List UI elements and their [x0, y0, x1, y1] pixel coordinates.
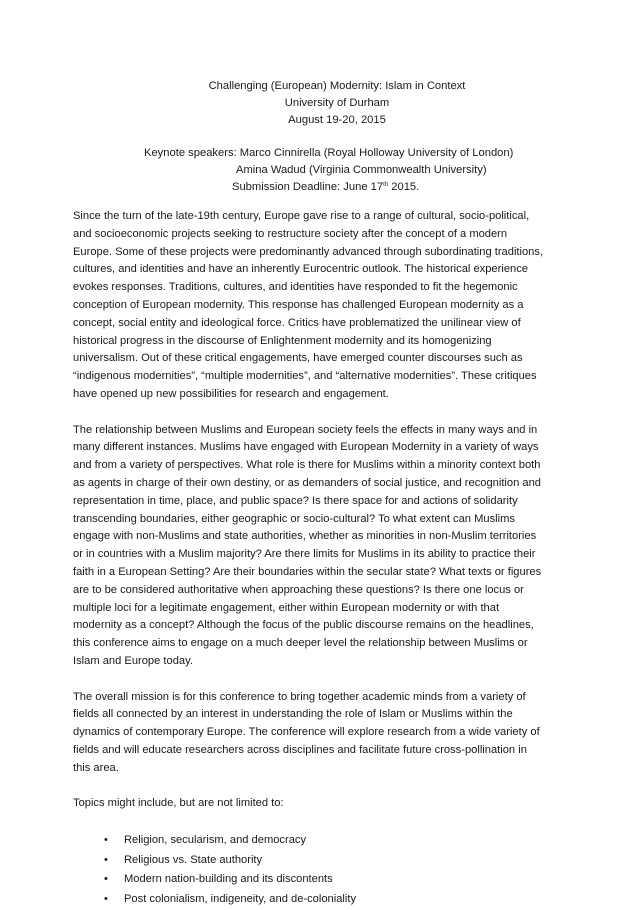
paragraph-intro: Since the turn of the late-19th century, Europe gave rise to a range of cultural, socio-political, and socioeconomic projects seeking to restructure society after the concept of a modern Europe. Some of these projects were predominantly advanced through subordinating traditions, cultures, and identities and have an inherently Eurocentric outlook. The historical experience evokes responses. Traditions, cultures, and identities have responded to fit the hegemonic conception of European modernity. This response has challenged European modernity as a concept, social entity and ideological force. Critics have problematized the unilinear view of historical progress in the discourse of Enlightenment modernity and its homogenizing universalism. Out of these critical engagements, have emerged counter discourses such as “indigenous modernities”, “multiple modernities”, and “alternative modernities”. These critiques have opened up new possibilities for research and engagement.	[73, 210, 544, 400]
bullet-icon: •	[104, 893, 108, 905]
conference-title: Challenging (European) Modernity: Islam in Context	[208, 80, 466, 92]
conference-dates: August 19-20, 2015	[288, 114, 386, 127]
deadline-ordinal-suffix: th	[383, 182, 389, 188]
topic-item	[73, 870, 545, 890]
document-body	[73, 208, 545, 910]
paragraph-relationship: The relationship between Muslims and European society feels the effects in many ways and in many different instances. Muslims have engaged with European Modernity in a variety of ways and from a variety of perspectives. What role is there for Muslims within a minority context both as agents in charge of their own destiny, or as demanders of social justice, and recognition and representation in time, place, and public space? Is there space for and actions of solidarity transcending boundaries, either geographic or socio-cultural? To what extent can Muslims engage with non-Muslims and state authorities, whether as minorities in non-Muslim territories or in countries with a Muslim majority? Are there limits for Muslims in its ability to practice their faith in a European Setting? Are their boundaries within the secular state? What texts or figures are to be considered authoritative when approaching these questions? Is there one locus or multiple loci for a legitimate engagement, either within European modernity or with that modernity as a concept? Although the focus of the public discourse remains on the headlines, this conference aims to engage on a much deeper level the relationship between Muslims or Islam and Europe today.	[73, 423, 542, 667]
keynote-speaker-1: Keynote speakers: Marco Cinnirella (Royal Holloway University of London)	[144, 147, 514, 159]
conference-institution: University of Durham	[284, 97, 390, 110]
bullet-icon: •	[104, 873, 108, 886]
topic-text: Religious vs. State authority	[124, 853, 263, 866]
topic-text: Modern nation-building and its discontents	[124, 873, 333, 886]
topic-text: Religion, secularism, and democracy	[124, 833, 307, 846]
keynote-speaker-2: Amina Wadud (Virginia Commonwealth University)	[236, 164, 487, 176]
topics-intro: Topics might include, but are not limited to:	[73, 797, 284, 810]
bullet-icon: •	[104, 833, 108, 846]
document-header	[0, 78, 638, 130]
paragraph-mission: The overall mission is for this conference to bring together academic minds from a variety of fields all connected by an interest in understanding the role of Islam or Muslims within the dynamics of contemporary Europe. The conference will explore research from a wide variety of fields and will educate researchers across disciplines and facilitate future cross-pollination in this area.	[73, 690, 540, 774]
submission-deadline	[232, 179, 419, 196]
topics-list	[73, 831, 545, 910]
bullet-icon: •	[104, 853, 108, 866]
topic-item	[73, 890, 545, 910]
topic-item	[73, 831, 545, 851]
topic-item	[73, 851, 545, 871]
deadline-prefix: Submission Deadline: June 17	[232, 181, 384, 193]
deadline-year: 2015.	[388, 181, 420, 193]
topic-text: Post colonialism, indigeneity, and de-coloniality	[124, 893, 357, 905]
